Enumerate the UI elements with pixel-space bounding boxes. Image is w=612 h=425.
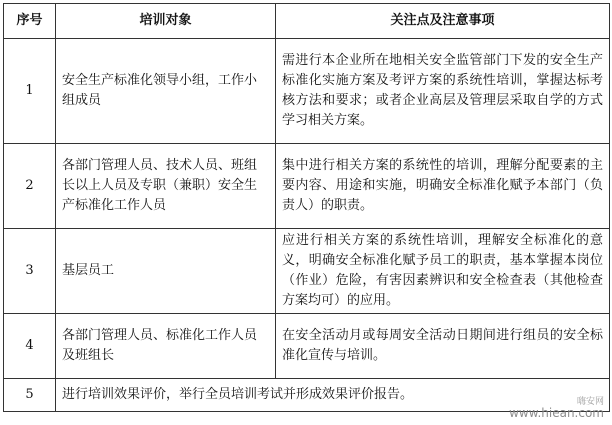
row-number: 3	[4, 229, 56, 314]
focus-notes: 应进行相关方案的系统性培训，理解安全标准化的意义，明确安全标准化赋予员工的职责，基本掌握本岗位（作业）危险，有害因素辨识和安全检查表（其他检查方案均可）的应用。	[276, 229, 610, 314]
table-row	[4, 39, 610, 144]
row-number: 2	[4, 144, 56, 229]
watermark	[509, 397, 604, 419]
training-target: 各部门管理人员、标准化工作人员及班组长	[56, 314, 276, 379]
training-target: 基层员工	[56, 229, 276, 314]
watermark-name: 嗨安网	[576, 397, 604, 407]
table-row	[4, 229, 610, 314]
header-no: 序号	[4, 4, 56, 39]
watermark-url: www.hiean.com	[509, 406, 604, 420]
header-focus: 关注点及注意事项	[276, 4, 610, 39]
focus-notes: 在安全活动月或每周安全活动日期间进行组员的安全标准化宣传与培训。	[276, 314, 610, 379]
focus-notes: 需进行本企业所在地相关安全监管部门下发的安全生产标准化实施方案及考评方案的系统性培训，掌握达标考核方法和要求；或者企业高层及管理层采取自学的方式学习相关方案。	[276, 39, 610, 144]
row-number: 4	[4, 314, 56, 379]
training-table	[3, 3, 610, 412]
table-row	[4, 314, 610, 379]
training-target: 安全生产标准化领导小组，工作小组成员	[56, 39, 276, 144]
training-target: 各部门管理人员、技术人员、班组长以上人员及专职（兼职）安全生产标准化工作人员	[56, 144, 276, 229]
table-row	[4, 144, 610, 229]
table-header-row	[4, 4, 610, 39]
row-number: 5	[4, 379, 56, 412]
focus-notes: 集中进行相关方案的系统性的培训，理解分配要素的主要内容、用途和实施，明确安全标准化赋予本部门（负责人）的职责。	[276, 144, 610, 229]
header-target: 培训对象	[56, 4, 276, 39]
evaluation-note: 进行培训效果评价，举行全员培训考试并形成效果评价报告。	[56, 379, 610, 412]
row-number: 1	[4, 39, 56, 144]
